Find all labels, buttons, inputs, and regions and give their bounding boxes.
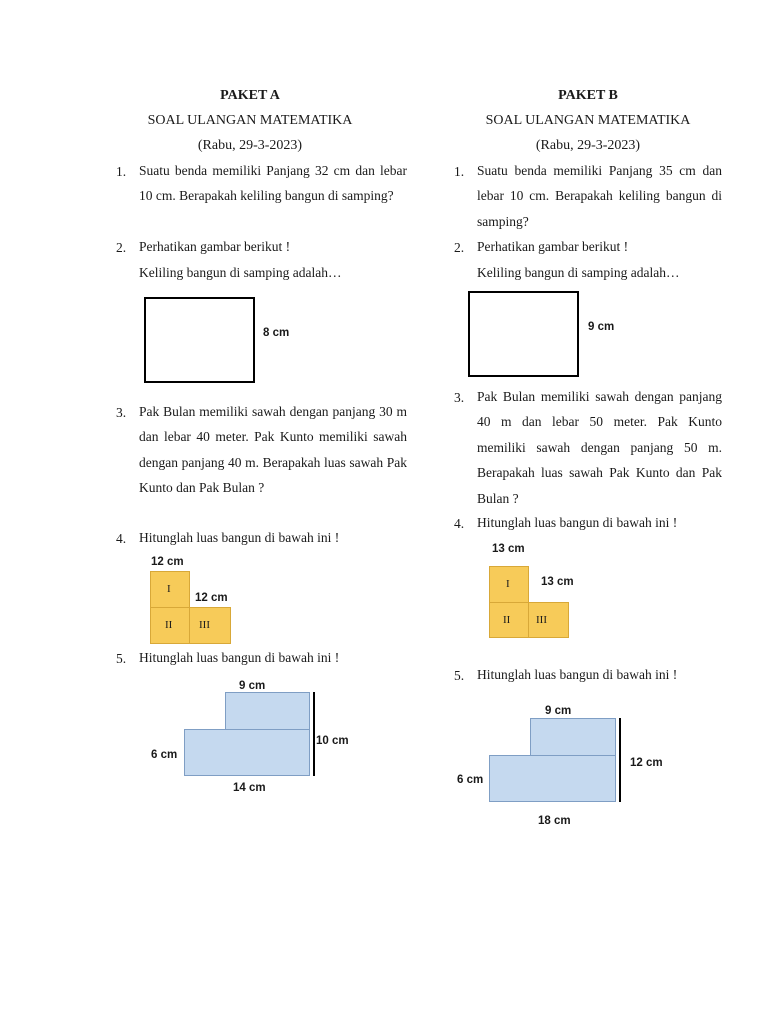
question-4-text: Hitunglah luas bangun di bawah ini ! [477,515,678,530]
question-3-text: Pak Bulan memiliki sawah dengan panjang 30 m dan lebar 40 meter. Pak Kunto memiliki sawah dengan panjang 40 m. Berapakah luas sawah Pak Kunto dan Pak Bulan ? [139,404,407,496]
top-width-label: 9 cm [239,680,266,692]
top-length-label: 13 cm [492,543,525,555]
question-5-text: Hitunglah luas bangun di bawah ini ! [477,667,678,682]
question-1-text: Suatu benda memiliki Panjang 32 cm dan lebar 10 cm. Berapakah keliling bangun di samping? [139,163,407,204]
top-rectangle [225,692,310,730]
height-line [313,692,315,776]
paket-a-title: PAKET A [220,88,280,103]
part-i-label: I [167,583,171,595]
question-number: 4. [116,531,127,546]
question-5-text: Hitunglah luas bangun di bawah ini ! [139,650,340,665]
question-number: 1. [116,164,127,179]
question-4-text: Hitunglah luas bangun di bawah ini ! [139,530,340,545]
square-side-label: 8 cm [263,327,290,339]
question-number: 3. [454,390,465,405]
paket-b-date: (Rabu, 29-3-2023) [535,138,641,153]
height-line [619,718,621,802]
question-2-question: Keliling bangun di samping adalah… [139,265,342,280]
question-number: 3. [116,405,127,420]
shape-part-iii [189,607,231,644]
paket-a-subtitle: SOAL ULANGAN MATEMATIKA [147,113,353,128]
top-rectangle [530,718,616,756]
top-length-label: 12 cm [151,556,184,568]
shape-part-iii [528,602,569,638]
bottom-rectangle [489,755,616,802]
paket-b-title: PAKET B [558,88,618,103]
question-number: 2. [116,240,127,255]
question-number: 5. [454,668,465,683]
paket-a-date: (Rabu, 29-3-2023) [197,138,303,153]
bottom-rectangle [184,729,310,776]
part-i-label: I [506,578,510,590]
question-2-question: Keliling bangun di samping adalah… [477,265,680,280]
square-figure [468,291,579,377]
side-length-label: 13 cm [541,576,574,588]
question-3-text: Pak Bulan memiliki sawah dengan panjang 40 m dan lebar 50 meter. Pak Kunto memiliki sawah dengan panjang 50 m. Berapakah luas sawah Pak Kunto dan Pak Bulan ? [477,389,722,506]
side-length-label: 12 cm [195,592,228,604]
part-ii-label: II [165,619,173,631]
square-figure [144,297,255,383]
question-number: 5. [116,651,127,666]
bottom-width-label: 18 cm [538,815,571,827]
left-height-label: 6 cm [457,774,484,786]
paket-b-subtitle: SOAL ULANGAN MATEMATIKA [485,113,691,128]
question-number: 2. [454,240,465,255]
part-iii-label: III [536,614,547,626]
height-label: 10 cm [316,735,349,747]
top-width-label: 9 cm [545,705,572,717]
part-iii-label: III [199,619,210,631]
square-side-label: 9 cm [588,321,615,333]
bottom-width-label: 14 cm [233,782,266,794]
question-number: 1. [454,164,465,179]
question-2-instruction: Perhatikan gambar berikut ! [139,239,291,254]
height-label: 12 cm [630,757,663,769]
left-height-label: 6 cm [151,749,178,761]
question-1-text: Suatu benda memiliki Panjang 35 cm dan lebar 10 cm. Berapakah keliling bangun di samping? [477,163,722,229]
question-2-instruction: Perhatikan gambar berikut ! [477,239,629,254]
question-number: 4. [454,516,465,531]
part-ii-label: II [503,614,511,626]
